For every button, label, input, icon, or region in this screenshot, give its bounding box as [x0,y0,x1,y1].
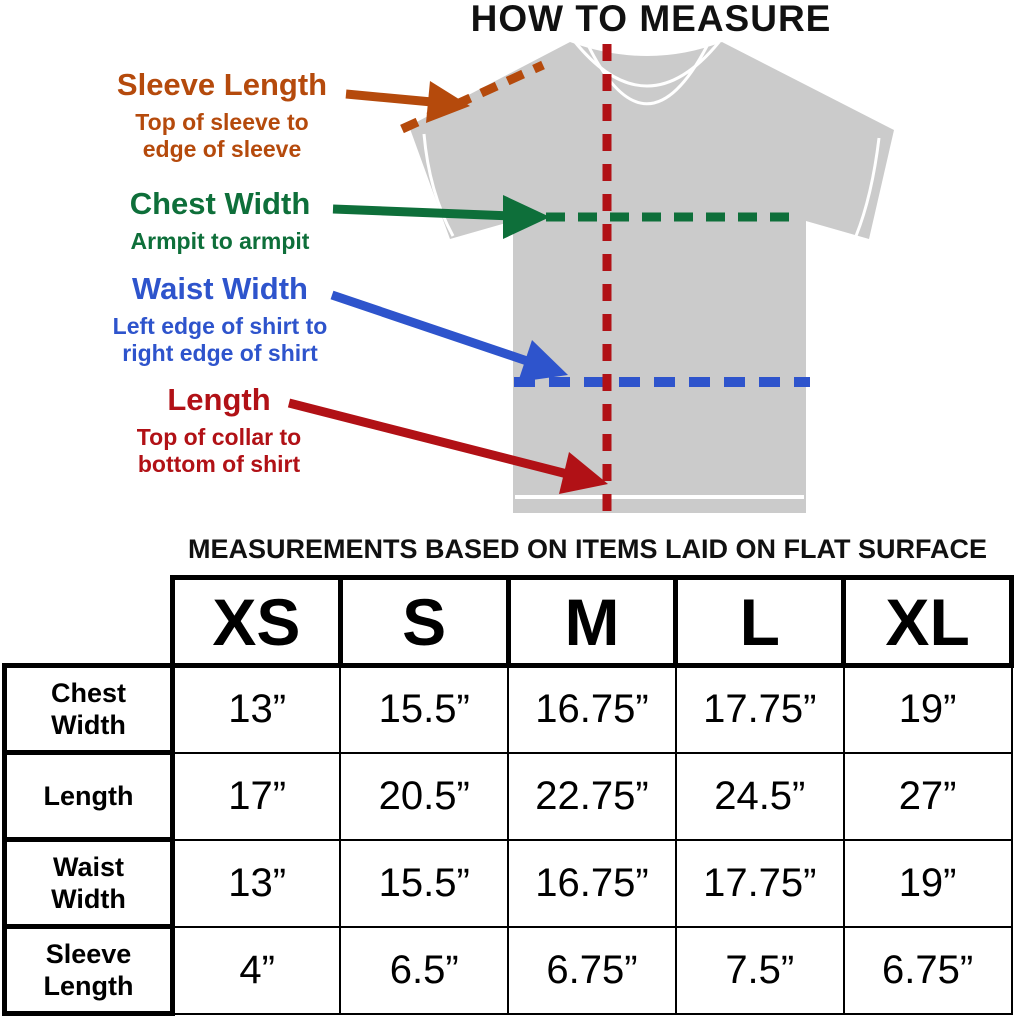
row-label-waist-width [5,840,173,927]
waist-width-desc [75,313,365,367]
tshirt-shape [409,42,894,513]
row-label-sleeve-length [5,927,173,1014]
length-s: 20.5” [340,753,508,840]
row-label-line: Length [43,781,134,811]
chest-width-xs: 13” [173,666,341,753]
sleeve-length-xl: 6.75” [844,927,1012,1014]
length-l: 24.5” [676,753,844,840]
length-annotation [94,383,344,478]
size-header-s: S [340,578,508,666]
table-row-waist-width [5,840,1012,927]
sleeve-length-label: Sleeve Length [116,67,328,102]
waist-width-l: 17.75” [676,840,844,927]
length-xs: 17” [173,753,341,840]
sleeve-length-m: 6.75” [508,927,676,1014]
length-label: Length [167,382,271,417]
waist-width-desc-line: right edge of shirt [122,340,318,366]
row-label-chest-width [5,666,173,753]
sleeve-length-desc-line: edge of sleeve [142,136,302,162]
size-header-l: L [676,578,844,666]
waist-width-desc-line: Left edge of shirt to [112,313,328,339]
size-header-xl: XL [844,578,1012,666]
chest-width-l: 17.75” [676,666,844,753]
size-header-row [5,578,1012,666]
sleeve-length-desc [87,109,357,163]
sleeve-length-xs: 4” [173,927,341,1014]
page-title: HOW TO MEASURE [470,0,832,39]
chest-width-annotation [85,187,355,255]
row-label-line: Width [51,884,126,914]
row-label-line: Sleeve [45,939,132,969]
corner-cell [5,578,173,666]
waist-width-s: 15.5” [340,840,508,927]
length-desc-line: Top of collar to [136,424,302,450]
size-header-xs: XS [173,578,341,666]
chest-width-label: Chest Width [129,186,311,221]
waist-width-annotation [75,272,365,367]
table-caption: MEASUREMENTS BASED ON ITEMS LAID ON FLAT SURFACE [187,534,988,564]
waist-width-label: Waist Width [132,271,308,306]
table-row-length [5,753,1012,840]
row-label-line: Length [43,971,134,1001]
length-m: 22.75” [508,753,676,840]
table-row-chest-width [5,666,1012,753]
size-chart-table [2,575,1014,1016]
length-desc [94,424,344,478]
waist-width-m: 16.75” [508,840,676,927]
sleeve-length-s: 6.5” [340,927,508,1014]
length-xl: 27” [844,753,1012,840]
chest-width-desc-line: Armpit to armpit [130,228,310,254]
waist-width-xl: 19” [844,840,1012,927]
row-label-line: Width [51,710,126,740]
sleeve-length-l: 7.5” [676,927,844,1014]
chest-width-s: 15.5” [340,666,508,753]
chest-width-desc [85,228,355,255]
sleeve-arrow [346,94,432,102]
waist-width-xs: 13” [173,840,341,927]
chest-width-m: 16.75” [508,666,676,753]
row-label-line: Waist [52,852,124,882]
row-label-line: Chest [50,678,126,708]
sleeve-length-desc-line: Top of sleeve to [135,109,309,135]
row-label-length [5,753,173,840]
size-header-m: M [508,578,676,666]
chest-width-xl: 19” [844,666,1012,753]
length-desc-line: bottom of shirt [137,451,301,477]
table-row-sleeve-length [5,927,1012,1014]
sleeve-length-annotation [87,68,357,163]
